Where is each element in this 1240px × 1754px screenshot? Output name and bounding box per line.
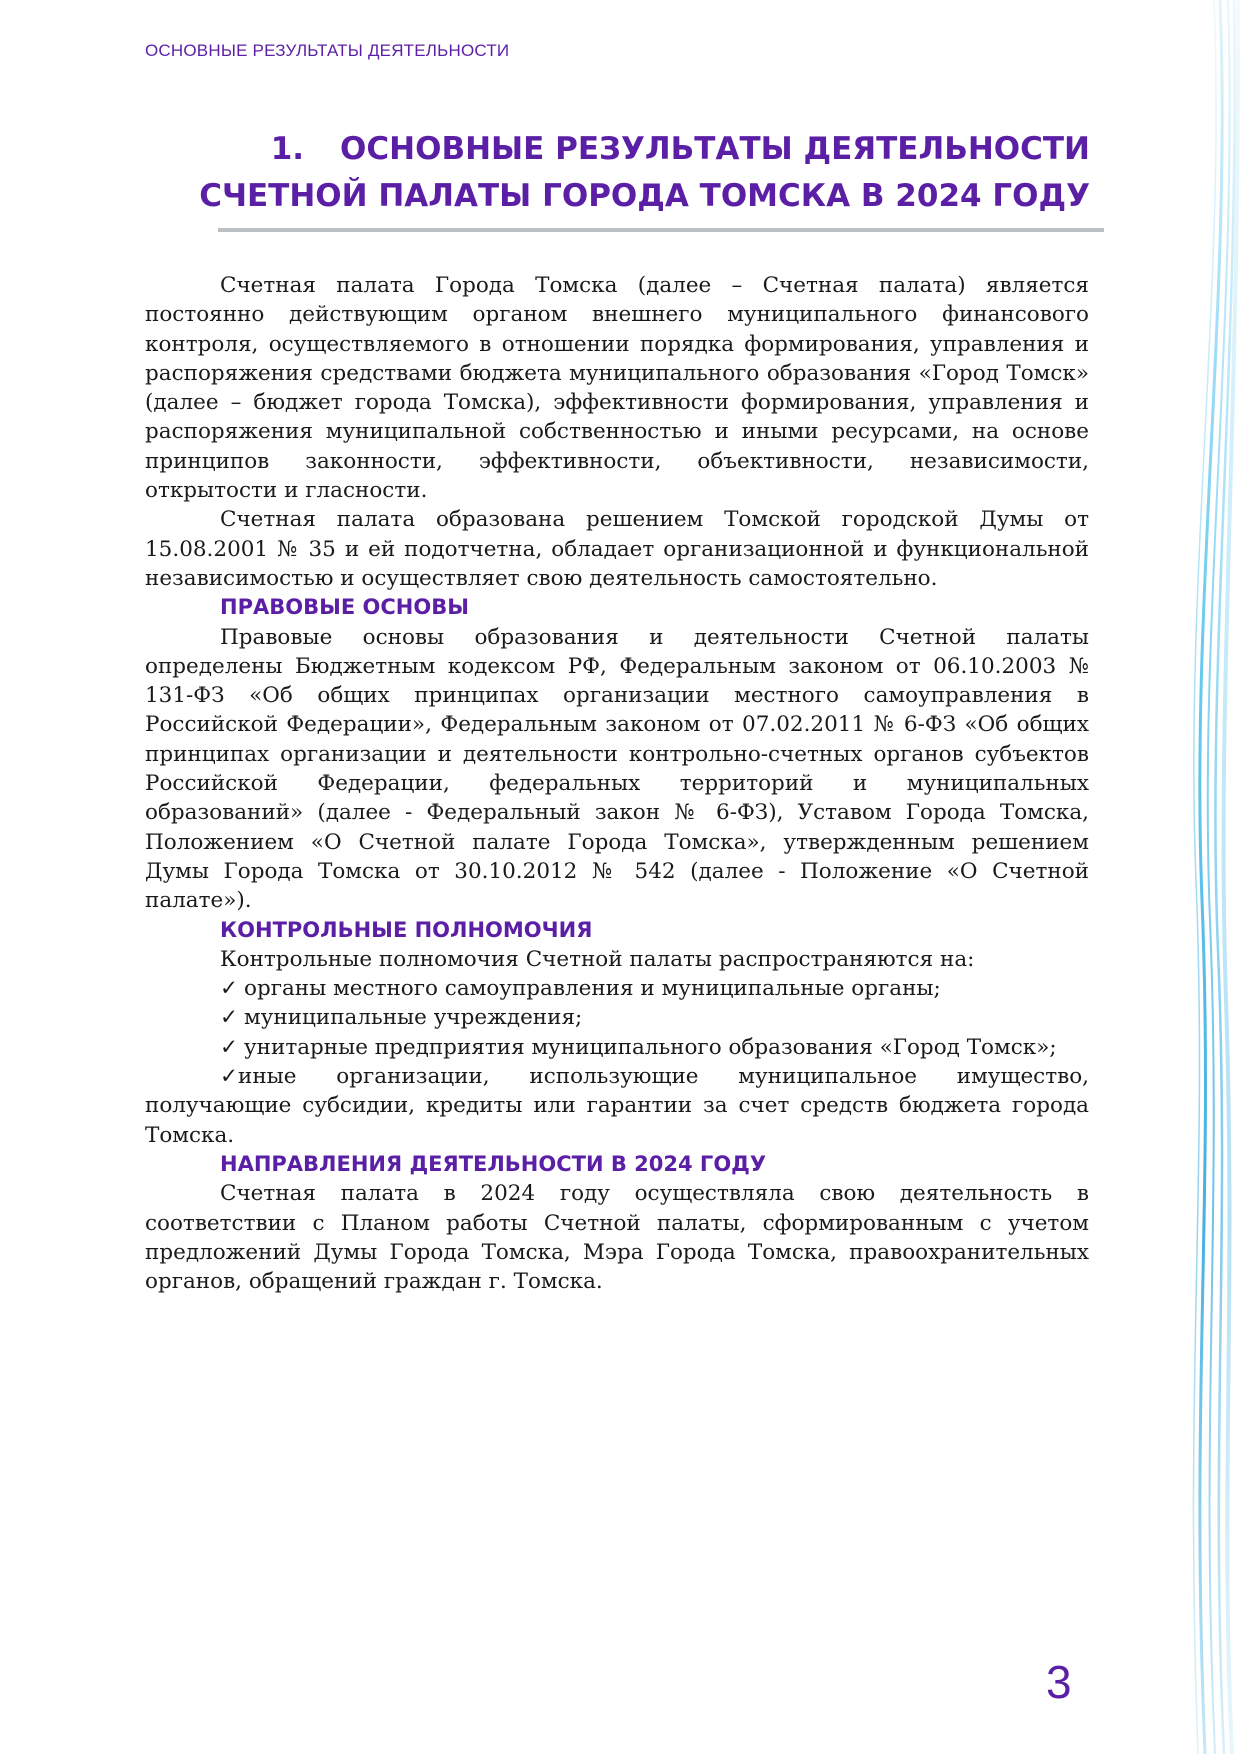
intro-paragraph-1: Счетная палата Города Томска (далее – Счетная палата) является постоянно действующим органом внешнего муниципального финансового контроля, осуществляемого в отношении порядка формирования, управления и распоряжения средствами бюджета муниципального образования «Город Томск» (далее – бюджет города Томска), эффективности формирования, управления и распоряжения муниципальной собственностью и иными ресурсами, на основе принципов законности, эффективности, объективности, независимости, открытости и гласности. — [145, 273, 1089, 504]
directions-heading: НАПРАВЛЕНИЯ ДЕЯТЕЛЬНОСТИ В 2024 ГОДУ — [220, 1151, 767, 1176]
list-item-text: иные организации, использующие муниципальное имущество, получающие субсидии, кредиты или гарантии за счет средств бюджета города Томска. — [145, 1064, 1089, 1148]
page-title-line-2: СЧЕТНОЙ ПАЛАТЫ ГОРОДА ТОМСКА В 2024 ГОДУ — [199, 178, 1090, 214]
title-line1-text: ОСНОВНЫЕ РЕЗУЛЬТАТЫ ДЕЯТЕЛЬНОСТИ — [340, 131, 1090, 167]
legal-heading: ПРАВОВЫЕ ОСНОВЫ — [220, 595, 469, 620]
checkmark-icon: ✓ — [220, 1034, 239, 1060]
intro-paragraph-2: Счетная палата образована решением Томской городской Думы от 15.08.2001 № 35 и ей подотчетна, обладает организационной и функциональной независимостью и осуществляет свою деятельность самостоятельно. — [145, 507, 1089, 591]
checkmark-icon: ✓ — [220, 976, 239, 1002]
list-item — [145, 1003, 1089, 1032]
powers-intro: Контрольные полномочия Счетной палаты распространяются на: — [220, 946, 975, 972]
list-item — [145, 974, 1089, 1003]
page-title-line-1 — [140, 126, 1090, 173]
running-header: ОСНОВНЫЕ РЕЗУЛЬТАТЫ ДЕЯТЕЛЬНОСТИ — [145, 41, 510, 60]
document-body — [145, 271, 1089, 1296]
checkmark-icon: ✓ — [220, 1005, 239, 1031]
powers-heading: КОНТРОЛЬНЫЕ ПОЛНОМОЧИЯ — [220, 917, 593, 942]
list-item — [145, 1033, 1089, 1062]
page-title — [140, 126, 1090, 220]
checkmark-icon: ✓ — [220, 1064, 239, 1090]
list-item-text: муниципальные учреждения; — [244, 1005, 583, 1031]
page-number: 3 — [1046, 1656, 1072, 1708]
list-item — [145, 1062, 1089, 1150]
decorative-wave-icon — [1160, 0, 1240, 1754]
legal-paragraph: Правовые основы образования и деятельности Счетной палаты определены Бюджетным кодексом РФ, Федеральным законом от 06.10.2003 № 131-ФЗ «Об общих принципах организации местного самоуправления в Российской Федерации», Федеральным законом от 07.02.2011 № 6-ФЗ «Об общих принципах организации и деятельности контрольно-счетных органов субъектов Российской Федерации, федеральных территорий и муниципальных образований» (далее - Федеральный закон № 6-ФЗ), Уставом Города Томска, Положением «О Счетной палате Города Томска», утвержденным решением Думы Города Томска от 30.10.2012 № 542 (далее - Положение «О Счетной палате»). — [145, 624, 1089, 914]
section-number: 1. — [270, 131, 305, 167]
list-item-text: органы местного самоуправления и муниципальные органы; — [244, 976, 941, 1002]
list-item-text: унитарные предприятия муниципального образования «Город Томск»; — [244, 1034, 1057, 1060]
title-divider — [218, 228, 1104, 232]
directions-paragraph: Счетная палата в 2024 году осуществляла свою деятельность в соответствии с Планом работы Счетной палаты, сформированным с учетом предложений Думы Города Томска, Мэра Города Томска, правоохранительных органов, обращений граждан г. Томска. — [145, 1181, 1089, 1295]
